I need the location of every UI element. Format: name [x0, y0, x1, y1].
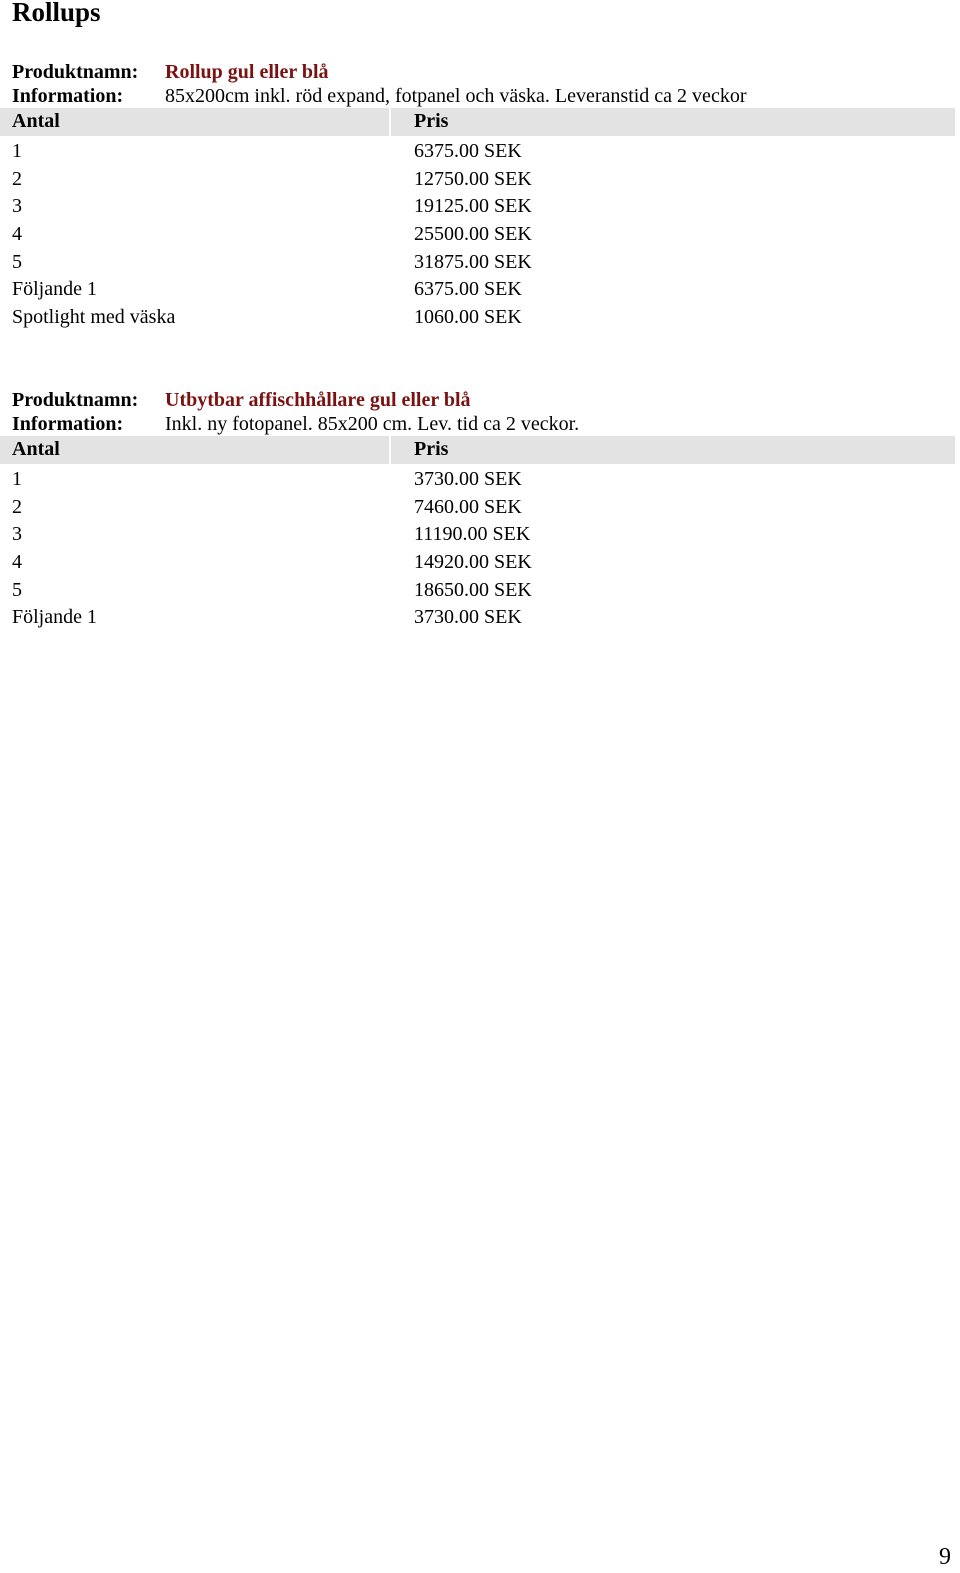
price-table-header [0, 436, 955, 464]
price-cell: 6375.00 SEK [414, 278, 522, 301]
price-cell: 6375.00 SEK [414, 140, 522, 162]
product-info-label: Information: [12, 85, 124, 107]
product-name-label: Produktnamn: [12, 61, 139, 83]
price-cell: 18650.00 SEK [414, 578, 532, 601]
quantity-cell: 4 [12, 223, 22, 246]
table-row [0, 492, 955, 520]
table-row [0, 274, 955, 302]
price-cell: 19125.00 SEK [414, 195, 532, 218]
table-row [0, 519, 955, 547]
product-name: Rollup gul eller blå [165, 61, 329, 83]
quantity-cell: Följande 1 [12, 278, 97, 301]
table-row [0, 191, 955, 219]
quantity-cell: 5 [12, 578, 22, 601]
price-cell: 1060.00 SEK [414, 306, 522, 329]
product-name-label: Produktnamn: [12, 389, 139, 411]
price-cell: 14920.00 SEK [414, 551, 532, 574]
quantity-cell: Spotlight med väska [12, 306, 176, 329]
price-cell: 12750.00 SEK [414, 167, 532, 190]
quantity-column-header: Antal [12, 110, 60, 132]
table-row [0, 247, 955, 275]
price-cell: 7460.00 SEK [414, 495, 522, 518]
price-column-header: Pris [414, 110, 449, 132]
product-info-label: Information: [12, 413, 124, 435]
page-number: 9 [939, 1544, 951, 1570]
product-info: Inkl. ny fotopanel. 85x200 cm. Lev. tid ca 2 veckor. [165, 413, 580, 435]
product-info-row [0, 412, 955, 436]
price-table-header [0, 108, 955, 136]
quantity-cell: 1 [12, 140, 22, 162]
column-divider [389, 436, 391, 464]
quantity-cell: 3 [12, 523, 22, 546]
quantity-cell: 4 [12, 551, 22, 574]
table-row [0, 219, 955, 247]
quantity-cell: 3 [12, 195, 22, 218]
price-column-header: Pris [414, 438, 449, 460]
table-row [0, 547, 955, 575]
product-section-poster-holder [0, 388, 955, 630]
product-name: Utbytbar affischhållare gul eller blå [165, 389, 471, 411]
price-cell: 3730.00 SEK [414, 606, 522, 629]
column-divider [389, 108, 391, 136]
table-row [0, 164, 955, 192]
product-name-row [0, 60, 955, 84]
price-cell: 25500.00 SEK [414, 223, 532, 246]
table-row [0, 302, 955, 330]
quantity-cell: 2 [12, 495, 22, 518]
table-row [0, 575, 955, 603]
table-row [0, 602, 955, 630]
table-row [0, 136, 955, 164]
quantity-cell: 2 [12, 167, 22, 190]
product-info-row [0, 84, 955, 108]
price-cell: 3730.00 SEK [414, 468, 522, 490]
price-cell: 31875.00 SEK [414, 250, 532, 273]
quantity-cell: Följande 1 [12, 606, 97, 629]
quantity-cell: 5 [12, 250, 22, 273]
product-name-row [0, 388, 955, 412]
price-cell: 11190.00 SEK [414, 523, 531, 546]
quantity-cell: 1 [12, 468, 22, 490]
table-row [0, 464, 955, 492]
page-title: Rollups [12, 0, 101, 27]
quantity-column-header: Antal [12, 438, 60, 460]
product-info: 85x200cm inkl. röd expand, fotpanel och väska. Leveranstid ca 2 veckor [165, 85, 747, 107]
product-section-rollup [0, 60, 955, 330]
